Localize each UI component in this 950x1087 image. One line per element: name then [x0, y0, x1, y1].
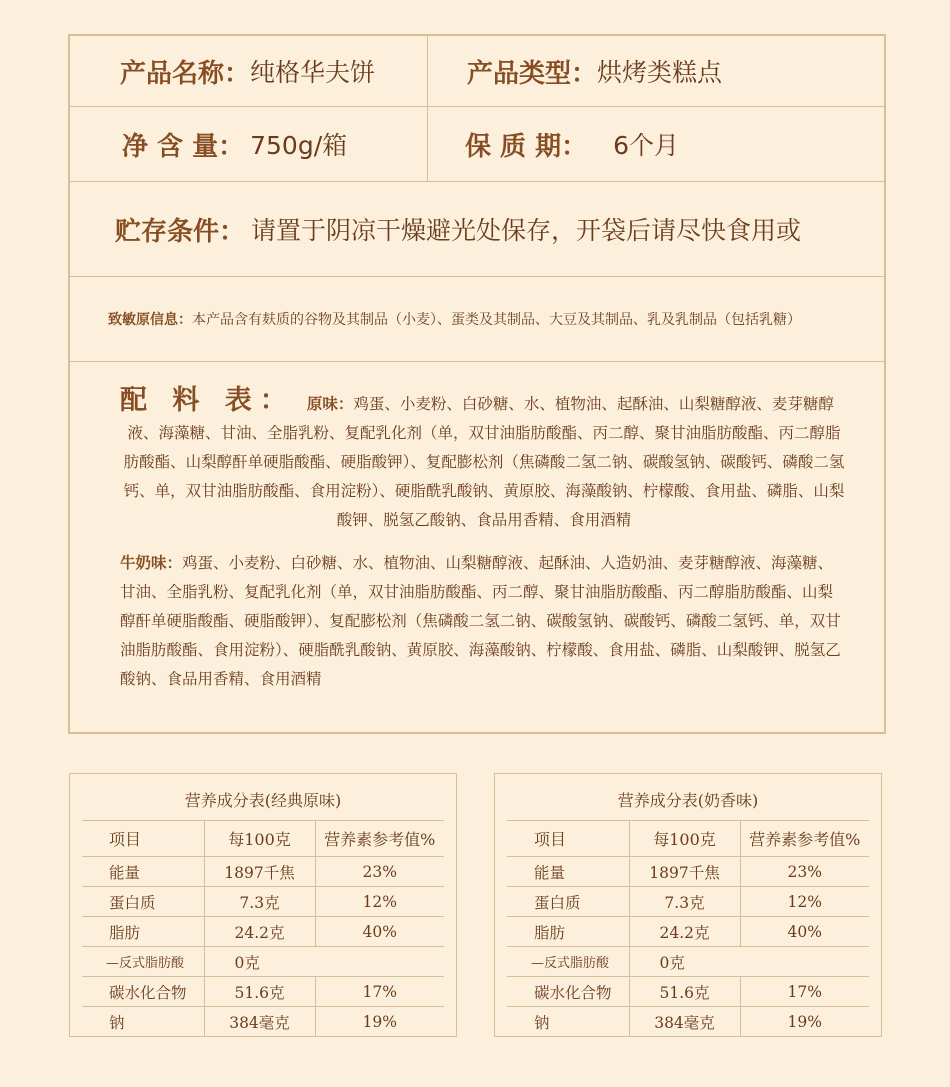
header-per100g: 每100克: [204, 821, 315, 857]
row-nrv: 40%: [315, 917, 444, 947]
row-amount: 51.6克: [629, 977, 740, 1007]
row-amount: 7.3克: [204, 887, 315, 917]
table-row: [82, 1007, 444, 1037]
milk-label: 牛奶味：: [120, 554, 183, 572]
nutrition-table-milk: [494, 773, 882, 1037]
header-nrv: 营养素参考值%: [740, 821, 869, 857]
storage-label: 贮存条件：: [115, 216, 246, 247]
nutrition-table: [82, 820, 444, 1037]
row-nrv: 23%: [315, 857, 444, 887]
table-row: [507, 917, 869, 947]
row-nrv: 19%: [740, 1007, 869, 1037]
original-ingredients-rest: 液、海藻糖、甘油、全脂乳粉、复配乳化剂（单，双甘油脂肪酸酯、丙二醇、聚甘油脂肪酸酯、丙二醇脂肪酸酯、山梨醇酐单硬脂酸酯、硬脂酸钾）、复配膨松剂（焦磷酸二氢二钠、碳酸氢钠、碳酸钙、磷酸二氢钙、单，双甘油脂肪酸酯、食用淀粉）、硬脂酰乳酸钠、黄原胶、海藻酸钠、柠檬酸、食用盐、磷脂、山梨酸钾、脱氢乙酸钠、食品用香精、食用酒精: [123, 424, 845, 529]
row-name: —反式脂肪酸: [82, 947, 204, 977]
header-nrv: 营养素参考值%: [315, 821, 444, 857]
net-content-label: 净 含 量：: [122, 131, 245, 162]
table-row: [507, 887, 869, 917]
row-nrv: 17%: [740, 977, 869, 1007]
info-row-net-shelf: [70, 107, 884, 182]
row-amount: 51.6克: [204, 977, 315, 1007]
row-nrv: 12%: [315, 887, 444, 917]
row-amount: 24.2克: [204, 917, 315, 947]
row-name: 脂肪: [507, 917, 629, 947]
row-nrv: 17%: [315, 977, 444, 1007]
row-nrv: 23%: [740, 857, 869, 887]
table-row: [507, 1007, 869, 1037]
product-type-value: 烘烤类糕点: [597, 58, 723, 87]
header-item: 项目: [507, 821, 629, 857]
allergen-label: 致敏原信息：: [108, 312, 192, 328]
divider: [427, 36, 428, 106]
table-row: [82, 857, 444, 887]
allergen-value: 本产品含有麸质的谷物及其制品（小麦）、蛋类及其制品、大豆及其制品、乳及乳制品（包括乳糖）: [192, 312, 801, 328]
row-name: 蛋白质: [507, 887, 629, 917]
table-row: [507, 977, 869, 1007]
info-row-name-type: [70, 36, 884, 107]
shelf-life-value: 6个月: [613, 131, 680, 160]
row-amount: 384毫克: [204, 1007, 315, 1037]
table-row: [82, 947, 444, 977]
ingredients-section: [120, 386, 848, 694]
header-item: 项目: [82, 821, 204, 857]
table-header-row: [82, 821, 444, 857]
milk-ingredients-text: 鸡蛋、小麦粉、白砂糖、水、植物油、山梨糖醇液、起酥油、人造奶油、麦芽糖醇液、海藻糖、甘油、全脂乳粉、复配乳化剂（单，双甘油脂肪酸酯、丙二醇、聚甘油脂肪酸酯、丙二醇脂肪酸酯、山梨醇酐单硬脂酸酯、硬脂酸钾）、复配膨松剂（焦磷酸二氢二钠、碳酸氢钠、碳酸钙、磷酸二氢钙、单，双甘油脂肪酸酯、食用淀粉）、硬脂酰乳酸钠、黄原胶、海藻酸钠、柠檬酸、食用盐、磷脂、山梨酸钾、脱氢乙酸钠、食品用香精、食用酒精: [120, 554, 841, 688]
row-name: 碳水化合物: [82, 977, 204, 1007]
row-name: 钠: [82, 1007, 204, 1037]
row-nrv: 40%: [740, 917, 869, 947]
shelf-life-label: 保 质 期：: [465, 131, 588, 162]
original-ingredients-first: 鸡蛋、小麦粉、白砂糖、水、植物油、起酥油、山梨糖醇液、麦芽糖醇: [353, 395, 834, 413]
row-name: 蛋白质: [82, 887, 204, 917]
row-name: —反式脂肪酸: [507, 947, 629, 977]
divider: [427, 107, 428, 181]
milk-ingredients: [120, 549, 848, 694]
row-name: 碳水化合物: [507, 977, 629, 1007]
row-amount: 7.3克: [629, 887, 740, 917]
row-amount: 24.2克: [629, 917, 740, 947]
row-name: 能量: [82, 857, 204, 887]
row-amount: 0克: [629, 947, 869, 977]
row-name: 钠: [507, 1007, 629, 1037]
table-row: [507, 947, 869, 977]
header-per100g: 每100克: [629, 821, 740, 857]
info-row-storage: [70, 182, 884, 277]
row-nrv: 19%: [315, 1007, 444, 1037]
row-amount: 1897千焦: [204, 857, 315, 887]
info-row-allergen: [70, 277, 884, 362]
row-amount: 0克: [204, 947, 444, 977]
product-info-box: [68, 34, 886, 734]
table-row: [82, 977, 444, 1007]
table-row: [82, 917, 444, 947]
row-nrv: 12%: [740, 887, 869, 917]
original-ingredients-head: [120, 386, 848, 419]
original-label: 原味：: [306, 395, 354, 413]
nutrition-title: 营养成分表(奶香味): [617, 791, 759, 810]
product-type-label: 产品类型：: [467, 58, 598, 89]
product-name-value: 纯格华夫饼: [250, 58, 376, 87]
product-name-label: 产品名称：: [120, 58, 251, 89]
table-row: [82, 887, 444, 917]
nutrition-table-original: [69, 773, 457, 1037]
nutrition-table: [507, 820, 869, 1037]
net-content-value: 750g/箱: [250, 131, 348, 160]
table-header-row: [507, 821, 869, 857]
table-row: [507, 857, 869, 887]
storage-value: 请置于阴凉干燥避光处保存，开袋后请尽快食用或: [251, 216, 802, 245]
row-amount: 1897千焦: [629, 857, 740, 887]
nutrition-title: 营养成分表(经典原味): [184, 791, 342, 810]
ingredients-title: 配 料 表：: [120, 385, 295, 416]
row-name: 能量: [507, 857, 629, 887]
row-amount: 384毫克: [629, 1007, 740, 1037]
row-name: 脂肪: [82, 917, 204, 947]
